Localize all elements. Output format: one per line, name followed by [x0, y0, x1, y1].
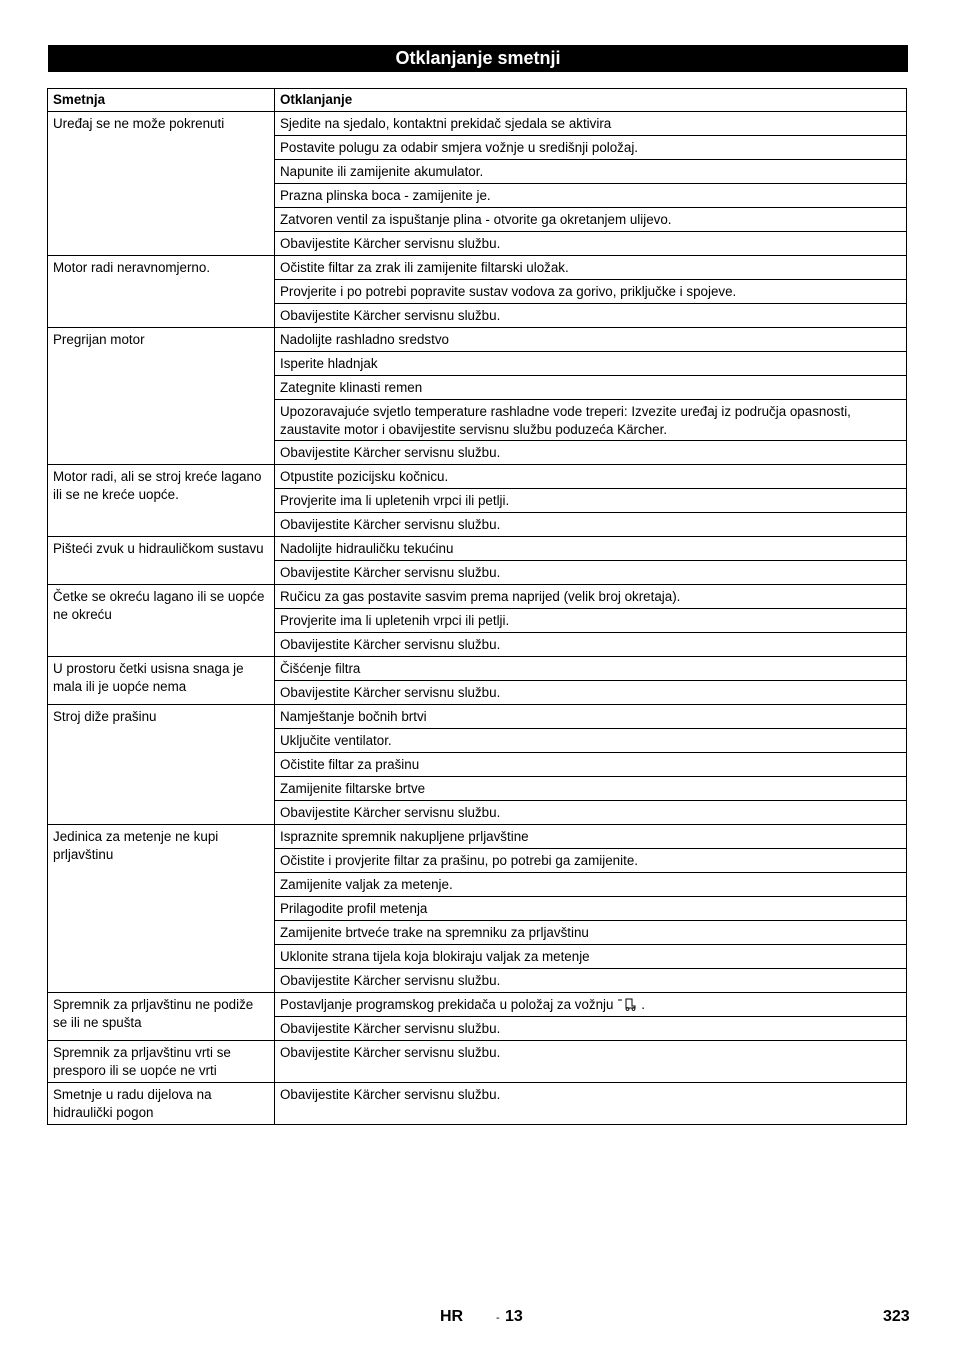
- table-row: [48, 825, 907, 849]
- troubleshooting-table: [47, 88, 907, 1125]
- fault-cell: Stroj diže prašinu: [48, 705, 275, 825]
- header-fault: Smetnja: [48, 89, 275, 112]
- remedy-cell: Obavijestite Kärcher servisnu službu.: [275, 441, 907, 465]
- fault-cell: Jedinica za metenje ne kupi prljavštinu: [48, 825, 275, 993]
- remedy-cell: Obavijestite Kärcher servisnu službu.: [275, 304, 907, 328]
- table-row: [48, 537, 907, 561]
- footer-language: HR: [440, 1308, 464, 1325]
- footer-page-number: 323: [883, 1308, 910, 1325]
- remedy-cell: Obavijestite Kärcher servisnu službu.: [275, 1017, 907, 1041]
- fault-cell: Motor radi neravnomjerno.: [48, 256, 275, 328]
- remedy-cell: Provjerite ima li upletenih vrpci ili petlji.: [275, 489, 907, 513]
- footer-section-page: 13: [505, 1308, 523, 1325]
- table-row: [48, 112, 907, 136]
- remedy-cell: Isperite hladnjak: [275, 352, 907, 376]
- remedy-cell: Očistite i provjerite filtar za prašinu, po potrebi ga zamijenite.: [275, 849, 907, 873]
- remedy-cell: Obavijestite Kärcher servisnu službu.: [275, 513, 907, 537]
- remedy-cell: Zategnite klinasti remen: [275, 376, 907, 400]
- remedy-cell: Napunite ili zamijenite akumulator.: [275, 160, 907, 184]
- table-row: [48, 1083, 907, 1125]
- fault-cell: Spremnik za prljavštinu vrti se presporo ili se uopće ne vrti: [48, 1041, 275, 1083]
- remedy-cell: Sjedite na sjedalo, kontaktni prekidač sjedala se aktivira: [275, 112, 907, 136]
- remedy-cell: Obavijestite Kärcher servisnu službu.: [275, 969, 907, 993]
- travel-mode-icon: [617, 997, 641, 1011]
- fault-cell: Uređaj se ne može pokrenuti: [48, 112, 275, 256]
- remedy-cell: Očistite filtar za zrak ili zamijenite filtarski uložak.: [275, 256, 907, 280]
- remedy-cell: Obavijestite Kärcher servisnu službu.: [275, 801, 907, 825]
- remedy-cell: Obavijestite Kärcher servisnu službu.: [275, 561, 907, 585]
- fault-cell: Četke se okreću lagano ili se uopće ne okreću: [48, 585, 275, 657]
- footer-dash: -: [496, 1312, 500, 1324]
- remedy-cell: Zatvoren ventil za ispuštanje plina - otvorite ga okretanjem ulijevo.: [275, 208, 907, 232]
- remedy-cell: Uklonite strana tijela koja blokiraju valjak za metenje: [275, 945, 907, 969]
- fault-cell: Spremnik za prljavštinu ne podiže se ili ne spušta: [48, 993, 275, 1041]
- remedy-cell: Zamijenite valjak za metenje.: [275, 873, 907, 897]
- remedy-cell: Ručicu za gas postavite sasvim prema naprijed (velik broj okretaja).: [275, 585, 907, 609]
- table-row: [48, 1041, 907, 1083]
- page-title: Otklanjanje smetnji: [48, 45, 908, 72]
- remedy-cell: Uključite ventilator.: [275, 729, 907, 753]
- remedy-cell: Zamijenite brtveće trake na spremniku za prljavštinu: [275, 921, 907, 945]
- table-row: [48, 993, 907, 1017]
- fault-cell: Motor radi, ali se stroj kreće lagano ili se ne kreće uopće.: [48, 465, 275, 537]
- table-row: [48, 657, 907, 681]
- fault-cell: Pregrijan motor: [48, 328, 275, 465]
- remedy-cell: Postavite polugu za odabir smjera vožnje u središnji položaj.: [275, 136, 907, 160]
- remedy-cell: Nadolijte rashladno sredstvo: [275, 328, 907, 352]
- table-row: [48, 465, 907, 489]
- fault-cell: U prostoru četki usisna snaga je mala ili je uopće nema: [48, 657, 275, 705]
- table-header-row: [48, 89, 907, 112]
- remedy-cell: Upozoravajuće svjetlo temperature rashladne vode treperi: Izvezite uređaj iz područja opasnosti, zaustavite motor i obavijestite servisnu službu poduzeća Kärcher.: [275, 400, 907, 441]
- table-row: [48, 256, 907, 280]
- remedy-cell: Obavijestite Kärcher servisnu službu.: [275, 1041, 907, 1083]
- remedy-cell: Nadolijte hidrauličku tekućinu: [275, 537, 907, 561]
- fault-cell: Smetnje u radu dijelova na hidraulički pogon: [48, 1083, 275, 1125]
- table-body: [48, 112, 907, 1125]
- remedy-cell: Zamijenite filtarske brtve: [275, 777, 907, 801]
- remedy-text-suffix: .: [641, 997, 645, 1012]
- remedy-cell: Čišćenje filtra: [275, 657, 907, 681]
- remedy-cell: Obavijestite Kärcher servisnu službu.: [275, 232, 907, 256]
- fault-cell: Pišteći zvuk u hidrauličkom sustavu: [48, 537, 275, 585]
- remedy-cell: Namještanje bočnih brtvi: [275, 705, 907, 729]
- remedy-cell: Provjerite ima li upletenih vrpci ili petlji.: [275, 609, 907, 633]
- table-row: [48, 328, 907, 352]
- remedy-cell: Prazna plinska boca - zamijenite je.: [275, 184, 907, 208]
- remedy-cell: [275, 993, 907, 1017]
- remedy-cell: Ispraznite spremnik nakupljene prljavštine: [275, 825, 907, 849]
- remedy-cell: Provjerite i po potrebi popravite sustav vodova za gorivo, priključke i spojeve.: [275, 280, 907, 304]
- remedy-cell: Otpustite pozicijsku kočnicu.: [275, 465, 907, 489]
- table-row: [48, 585, 907, 609]
- remedy-cell: Obavijestite Kärcher servisnu službu.: [275, 1083, 907, 1125]
- remedy-text: Postavljanje programskog prekidača u položaj za vožnju: [280, 997, 614, 1012]
- table-row: [48, 705, 907, 729]
- remedy-cell: Očistite filtar za prašinu: [275, 753, 907, 777]
- remedy-cell: Prilagodite profil metenja: [275, 897, 907, 921]
- header-remedy: Otklanjanje: [275, 89, 907, 112]
- remedy-cell: Obavijestite Kärcher servisnu službu.: [275, 681, 907, 705]
- remedy-cell: Obavijestite Kärcher servisnu službu.: [275, 633, 907, 657]
